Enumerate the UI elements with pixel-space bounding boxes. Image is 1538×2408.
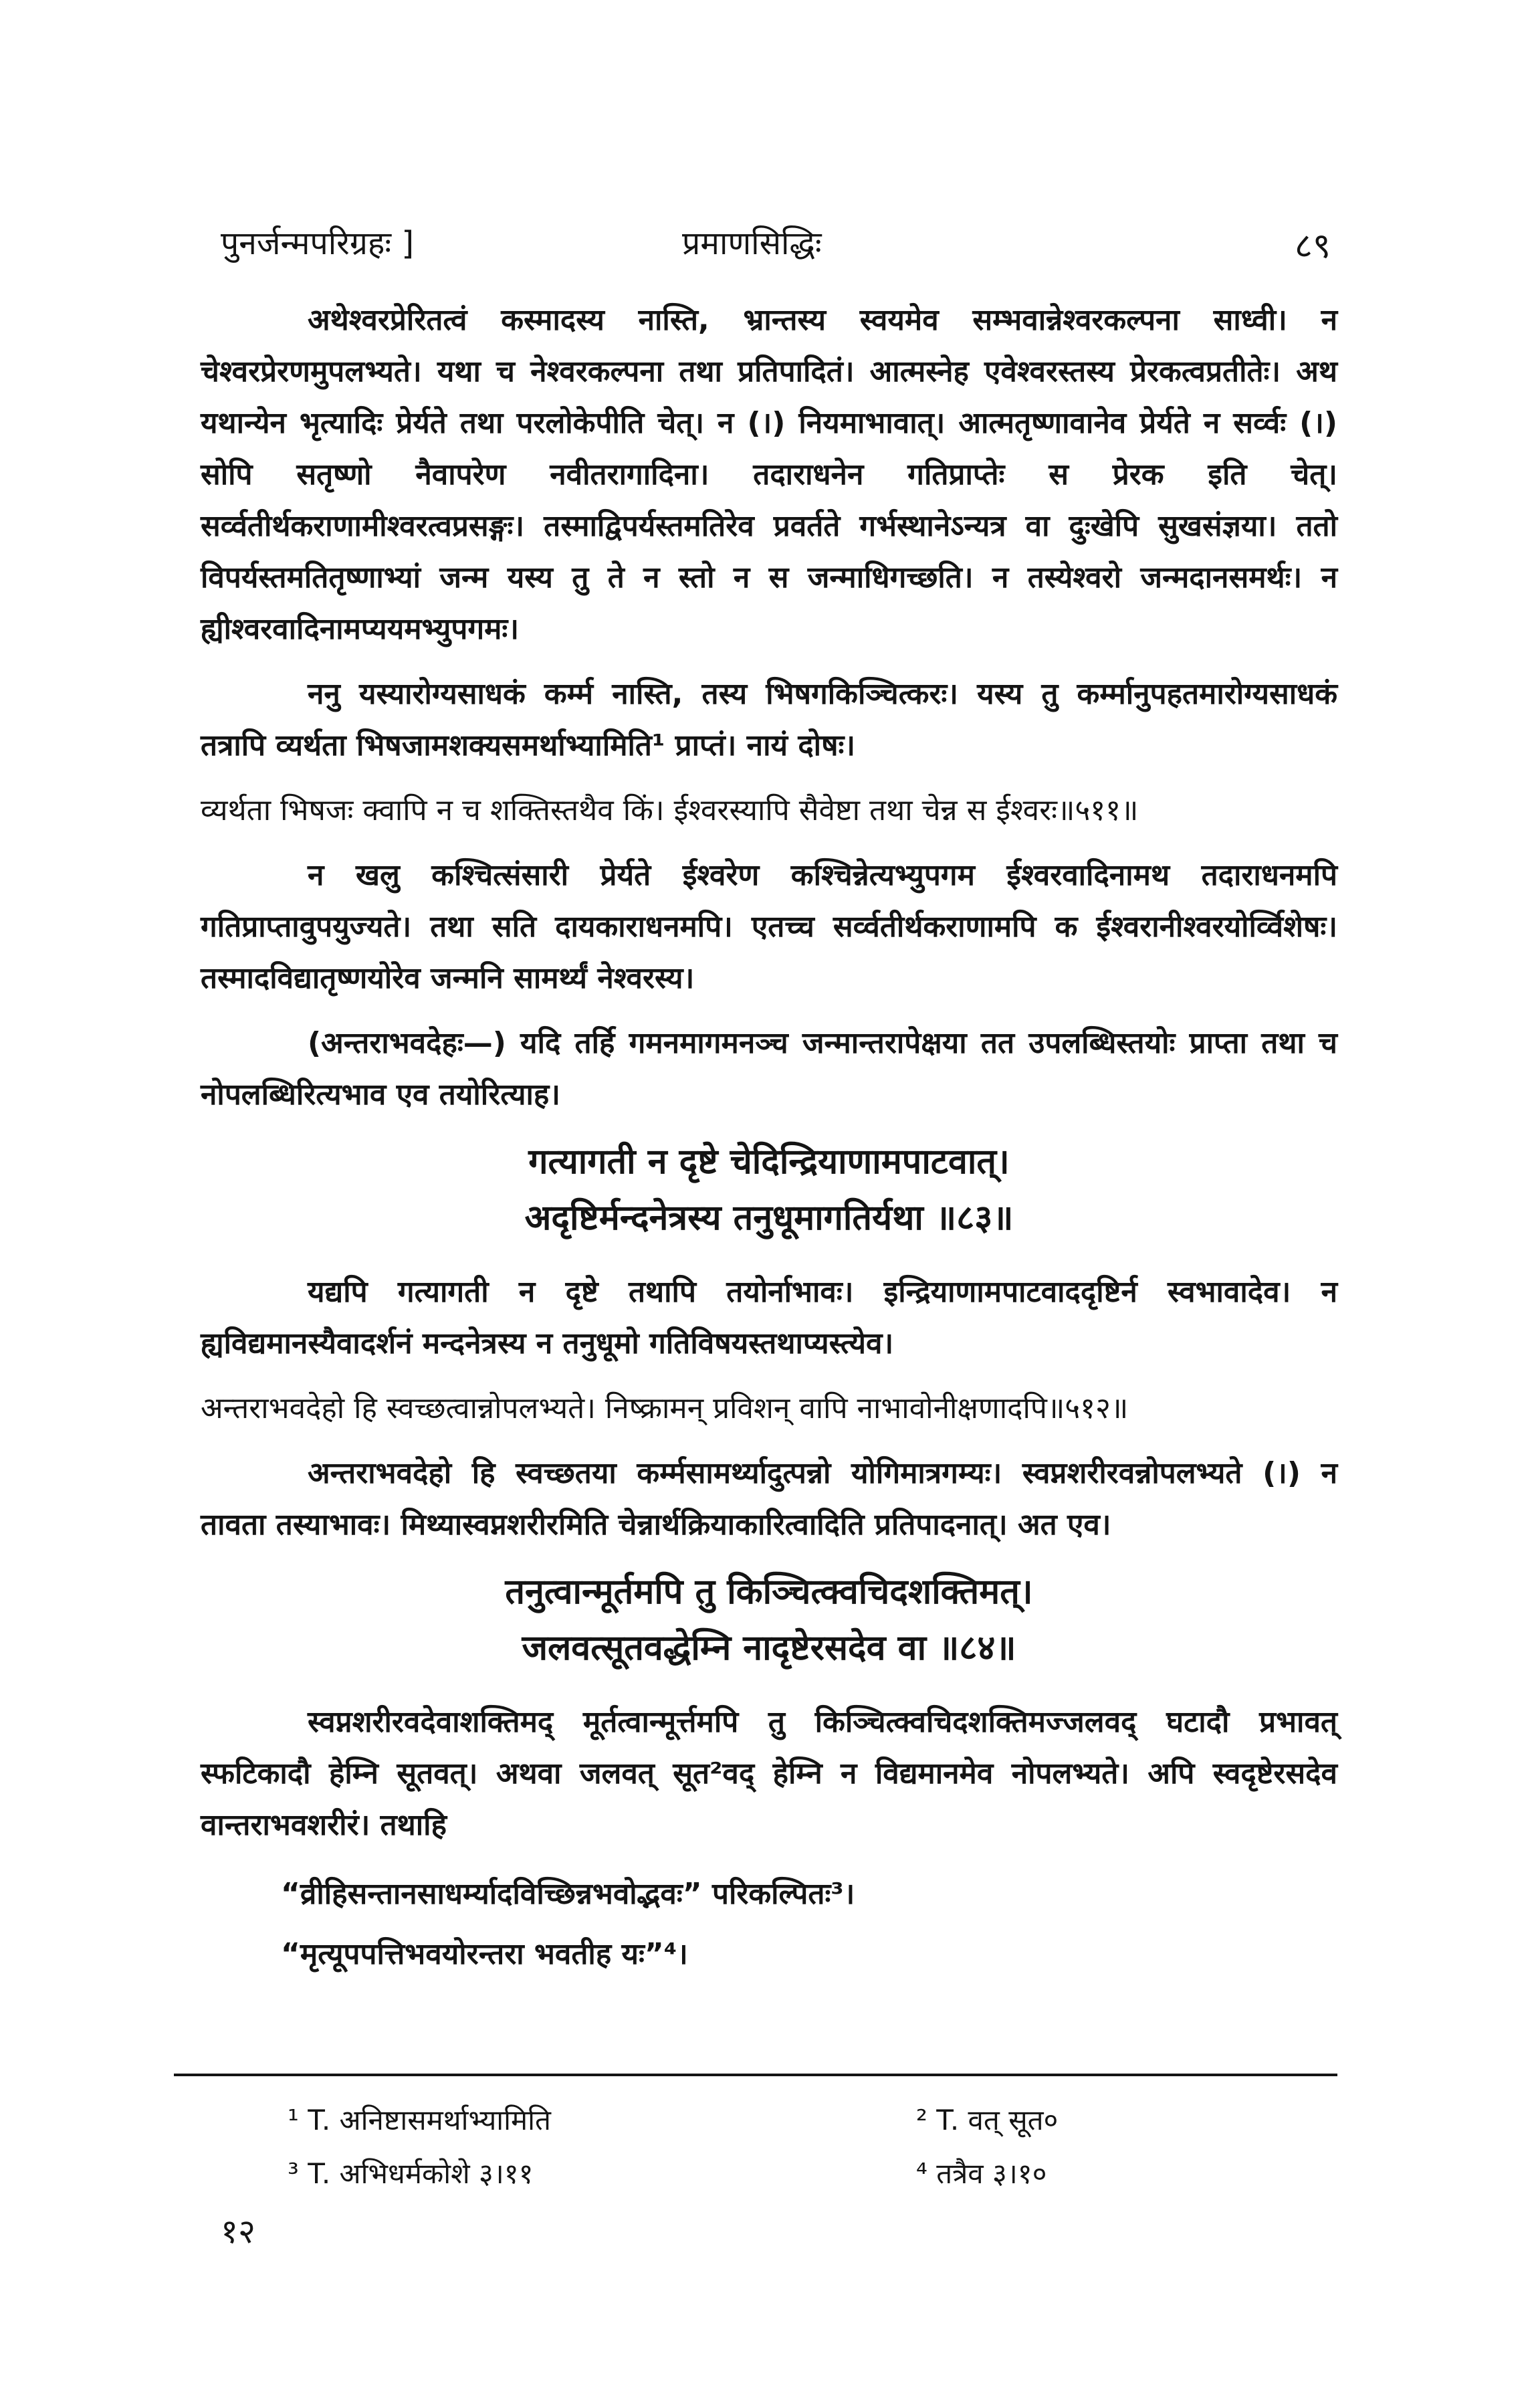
verse-512: अन्तराभवदेहो हि स्वच्छत्वान्नोपलभ्यते। निष्क्रामन् प्रविशन् वापि नाभावोनीक्षणादपि॥५१२॥	[201, 1391, 1129, 1425]
verse-511: व्यर्थता भिषजः क्वापि न च शक्तिस्तथैव किं। ईश्वरस्यापि सैवेष्टा तथा चेन्न स ईश्वरः॥५११॥	[201, 793, 1139, 827]
paragraph: (अन्तराभवदेहः—) यदि तर्हि गमनमागमनञ्च जन्मान्तरापेक्षया तत उपलब्धिस्तयोः प्राप्ता तथा च नोपलब्धिरित्यभाव एव तयोरित्याह।	[201, 1026, 1337, 1112]
verse-83	[201, 1134, 1337, 1246]
footnote-divider	[174, 2074, 1337, 2076]
page-body	[201, 294, 1337, 1985]
running-header	[221, 221, 1331, 274]
footnote-2: ² T. वत् सूत०	[916, 2104, 1059, 2136]
signature-mark: १२	[221, 2212, 255, 2251]
page-number: ८९	[1294, 226, 1331, 266]
chapter-title: पुनर्जन्मपरिग्रहः ]	[221, 225, 415, 262]
verse-line: तनुत्वान्मूर्तमपि तु किञ्चित्क्वचिदशक्तिमत्।	[505, 1572, 1033, 1612]
paragraph: ननु यस्यारोग्यसाधकं कर्म्म नास्ति, तस्य भिषगकिञ्चित्करः। यस्य तु कर्म्मानुपहतमारोग्यसाधकं तत्रापि व्यर्थता भिषजामशक्यसमर्थाभ्यामिति¹ प्राप्तं। नायं दोषः।	[201, 677, 1337, 763]
footnote-1: ¹ T. अनिष्टासमर्थाभ्यामिति	[288, 2104, 551, 2136]
book-title: प्रमाणसिद्धिः	[682, 225, 822, 262]
paragraph: अन्तराभवदेहो हि स्वच्छतया कर्म्मसामर्थ्यादुत्पन्नो योगिमात्रगम्यः। स्वप्नशरीरवन्नोपलभ्यते (।) न तावता तस्याभावः। मिथ्यास्वप्नशरीरमिति चेन्नार्थक्रियाकारित्वादिति प्रतिपादनात्। अत एव।	[201, 1456, 1337, 1542]
verse-84	[201, 1564, 1337, 1676]
paragraph: स्वप्नशरीरवदेवाशक्तिमद् मूर्तत्वान्मूर्त्तमपि तु किञ्चित्क्वचिदशक्तिमज्जलवद् घटादौ प्रभावत् स्फटिकादौ हेम्नि सूतवत्। अथवा जलवत् सूत²वद् हेम्नि न विद्यमानमेव नोपलभ्यते। अपि स्वदृष्टेरसदेव वान्तराभवशरीरं। तथाहि	[201, 1705, 1337, 1842]
paragraph: यद्यपि गत्यागती न दृष्टे तथापि तयोर्नाभावः। इन्द्रियाणामपाटवाददृष्टिर्न स्वभावादेव। न ह्यविद्यमानस्यैवादर्शनं मन्दनेत्रस्य न तनुधूमो गतिविषयस्तथाप्यस्त्येव।	[201, 1275, 1337, 1361]
paragraph: अथेश्वरप्रेरितत्वं कस्मादस्य नास्ति, भ्रान्तस्य स्वयमेव सम्भवान्नेश्वरकल्पना साध्वी। न चेश्वरप्रेरणमुपलभ्यते। यथा च नेश्वरकल्पना तथा प्रतिपादितं। आत्मस्नेह एवेश्वरस्तस्य प्रेरकत्वप्रतीतेः। अथ यथान्येन भृत्यादिः प्रेर्यते तथा परलोकेपीति चेत्। न (।) नियमाभावात्। आत्मतृष्णावानेव प्रेर्यते न सर्व्वः (।) सोपि सतृष्णो नैवापरेण नवीतरागादिना। तदाराधनेन गतिप्राप्तेः स प्रेरक इति चेत्। सर्व्वतीर्थकराणामीश्वरत्वप्रसङ्गः। तस्माद्विपर्यस्तमतिरेव प्रवर्तते गर्भस्थानेऽन्यत्र वा दुःखेपि सुखसंज्ञया। ततो विपर्यस्तमतितृष्णाभ्यां जन्म यस्य तु ते न स्तो न स जन्माधिगच्छति। न तस्येश्वरो जन्मदानसमर्थः। न ह्यीश्वरवादिनामप्ययमभ्युपगमः।	[201, 303, 1337, 646]
quotation: “व्रीहिसन्तानसाधर्म्यादविच्छिन्नभवोद्भवः” परिकल्पितः³।	[281, 1877, 855, 1911]
verse-line: अदृष्टिर्मन्दनेत्रस्य तनुधूमागतिर्यथा ॥८३॥	[524, 1198, 1014, 1238]
footnote-3: ³ T. अभिधर्मकोशे ३।११	[288, 2157, 534, 2190]
paragraph: न खलु कश्चित्संसारी प्रेर्यते ईश्वरेण कश्चिन्नेत्यभ्युपगम ईश्वरवादिनामथ तदाराधनमपि गतिप्राप्तावुपयुज्यते। तथा सति दायकाराधनमपि। एतच्च सर्व्वतीर्थकराणामपि क ईश्वरानीश्वरयोर्व्विशेषः। तस्मादविद्यातृष्णयोरेव जन्मनि सामर्थ्यं नेश्वरस्य।	[201, 858, 1337, 995]
verse-line: गत्यागती न दृष्टे चेदिन्द्रियाणामपाटवात्।	[528, 1142, 1010, 1182]
footnote-4: ⁴ तत्रैव ३।१०	[916, 2157, 1047, 2190]
verse-line: जलवत्सूतवद्धेम्नि नादृष्टेरसदेव वा ॥८४॥	[522, 1628, 1016, 1668]
quotation: “मृत्यूपपत्तिभवयोरन्तरा भवतीह यः”⁴।	[281, 1937, 688, 1971]
